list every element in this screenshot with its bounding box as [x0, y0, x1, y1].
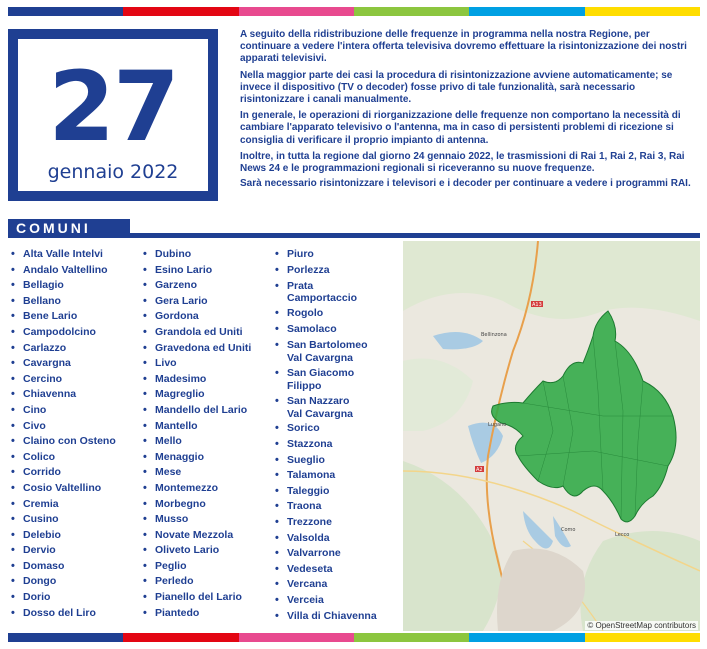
stripe-segment [354, 633, 469, 642]
stripe-segment [239, 7, 354, 16]
comune-item [272, 365, 407, 393]
comune-item: • Dorio [8, 590, 143, 606]
stripe-segment [8, 7, 123, 16]
comune-name-line: Filippo [287, 379, 322, 392]
comune-item [272, 468, 407, 484]
comuni-title: COMUNI [8, 219, 130, 237]
comune-item: • Gordona [140, 309, 275, 325]
intro-paragraph: Nella maggior parte dei casi la procedura di risintonizzazione avviene automaticamente; se invece il dispositivo (TV o decoder) fosse privo di tale funzionalità, sarà necessario risintonizzare i canali manualmente. [240, 69, 673, 106]
comune-item: • Cremia [8, 497, 143, 513]
comune-name-line: Val Cavargna [287, 351, 353, 364]
comune-item: • Pianello del Lario [140, 590, 275, 606]
comune-item [272, 562, 407, 578]
comune-name-line: Vercana [287, 578, 328, 591]
comune-item [272, 609, 407, 625]
comune-item: • Cosio Valtellino [8, 481, 143, 497]
comune-item [272, 337, 407, 365]
map-attribution: © OpenStreetMap contributors [587, 621, 696, 630]
comune-item [272, 484, 407, 500]
comune-item: • Dervio [8, 543, 143, 559]
comune-item [272, 278, 407, 306]
comune-item: • Bellagio [8, 278, 143, 294]
intro-paragraph: Sarà necessario risintonizzare i televisori e i decoder per continuare a vedere i programmi RAI. [240, 178, 691, 190]
intro-text [240, 29, 702, 194]
comune-item: • Claino con Osteno [8, 434, 143, 450]
comune-name-line: Porlezza [287, 263, 330, 276]
comune-name-line: Sorico [287, 422, 320, 435]
comune-item: • Bene Lario [8, 309, 143, 325]
comune-item [272, 515, 407, 531]
comune-item: • Colico [8, 450, 143, 466]
comune-item: • Cusino [8, 512, 143, 528]
comune-name-line: San Bartolomeo [287, 339, 368, 352]
comune-name-line: Villa di Chiavenna [287, 609, 377, 622]
comune-name-line: Prata [287, 280, 314, 293]
comune-item: • Peglio [140, 559, 275, 575]
comune-item: • Andalo Valtellino [8, 263, 143, 279]
comuni-list-column-1 [8, 247, 143, 621]
date-box [8, 29, 218, 201]
comune-item: • Garzeno [140, 278, 275, 294]
comune-item: • Cino [8, 403, 143, 419]
stripe-segment [354, 7, 469, 16]
stripe-segment [8, 633, 123, 642]
comune-item: • Gravedona ed Uniti [140, 341, 275, 357]
comune-name-line: Traona [287, 500, 322, 513]
comune-item: • Gera Lario [140, 294, 275, 310]
comune-item [272, 593, 407, 609]
comune-item: • Mantello [140, 419, 275, 435]
comune-name-line: San Nazzaro [287, 395, 350, 408]
comune-item: • Piantedo [140, 606, 275, 622]
comune-item: • Carlazzo [8, 341, 143, 357]
comune-name-line: Stazzona [287, 437, 333, 450]
comune-item: • Montemezzo [140, 481, 275, 497]
comune-name-line: Rogolo [287, 307, 324, 320]
comune-item: • Magreglio [140, 387, 275, 403]
comune-item: • Campodolcino [8, 325, 143, 341]
comune-name-line: Sueglio [287, 453, 325, 466]
comune-item: • Dubino [140, 247, 275, 263]
comune-item: • Grandola ed Uniti [140, 325, 275, 341]
comune-item [272, 437, 407, 453]
comune-name-line: Piuro [287, 248, 314, 260]
comune-item: • Cercino [8, 372, 143, 388]
comune-item [272, 306, 407, 322]
comune-item: • Chiavenna [8, 387, 143, 403]
comune-item: • Civo [8, 419, 143, 435]
stripe-segment [585, 7, 700, 16]
comune-item: • Dosso del Liro [8, 606, 143, 622]
comune-item: • Perledo [140, 574, 275, 590]
stripe-segment [123, 7, 238, 16]
comune-name-line: Taleggio [287, 484, 330, 497]
comune-item: • Menaggio [140, 450, 275, 466]
comune-item [272, 577, 407, 593]
comune-item: • Dongo [8, 574, 143, 590]
date-day: 27 [48, 51, 178, 163]
comuni-list-column-2 [140, 247, 275, 621]
comune-item: • Alta Valle Intelvi [8, 247, 143, 263]
comune-item [272, 322, 407, 338]
svg-text:Lugano: Lugano [488, 422, 507, 428]
comune-item: • Esino Lario [140, 263, 275, 279]
svg-text:A13: A13 [532, 302, 542, 308]
svg-text:Lecco: Lecco [615, 532, 630, 538]
comune-item [272, 531, 407, 547]
comune-name-line: Trezzone [287, 515, 332, 528]
map-image [403, 241, 700, 631]
comune-item: • Mandello del Lario [140, 403, 275, 419]
comune-name-line: Camportaccio [287, 292, 358, 305]
comune-item: • Delebio [8, 528, 143, 544]
comune-item: • Bellano [8, 294, 143, 310]
comune-item: • Corrido [8, 465, 143, 481]
svg-text:Como: Como [561, 527, 576, 533]
comune-name-line: Samolaco [287, 322, 337, 335]
svg-text:A2: A2 [476, 467, 483, 473]
stripe-segment [585, 633, 700, 642]
comune-item: • Morbegno [140, 497, 275, 513]
comune-item [272, 263, 407, 279]
comune-item [272, 546, 407, 562]
comune-item: • Oliveto Lario [140, 543, 275, 559]
comuni-list-column-3 [272, 247, 407, 624]
comune-item: • Livo [140, 356, 275, 372]
comune-item [272, 421, 407, 437]
comune-item [272, 499, 407, 515]
svg-text:Bellinzona: Bellinzona [481, 332, 507, 338]
comune-item: • Cavargna [8, 356, 143, 372]
comune-item [272, 453, 407, 469]
comune-item [272, 393, 407, 421]
comuni-header [8, 219, 700, 237]
comune-name-line: Valsolda [287, 531, 330, 544]
comune-item [272, 247, 407, 263]
comune-name-line: Verceia [287, 593, 324, 606]
comune-item: • Novate Mezzola [140, 528, 275, 544]
comune-item: • Mello [140, 434, 275, 450]
coverage-map [403, 241, 700, 631]
stripe-segment [469, 7, 584, 16]
stripe-segment [239, 633, 354, 642]
comune-item: • Madesimo [140, 372, 275, 388]
comune-name-line: Talamona [287, 469, 336, 482]
date-month-year: gennaio 2022 [47, 161, 179, 183]
comune-name-line: San Giacomo [287, 367, 355, 380]
stripe-segment [123, 633, 238, 642]
stripe-segment [469, 633, 584, 642]
top-color-stripe [8, 7, 700, 16]
bottom-color-stripe [8, 633, 700, 642]
comune-item: • Mese [140, 465, 275, 481]
comune-item: • Musso [140, 512, 275, 528]
comune-name-line: Val Cavargna [287, 407, 353, 420]
intro-paragraph: Inoltre, in tutta la regione dal giorno 24 gennaio 2022, le trasmissioni di Rai 1, Rai 2, Rai 3, Rai News 24 e le programmazioni regionali si riceveranno su nuove frequenze. [240, 150, 685, 175]
intro-paragraph: A seguito della ridistribuzione delle frequenze in programma nella nostra Regione, per continuare a vedere l'intera offerta televisiva dovremo effettuare la risintonizzazione dei nostri apparati televisivi. [240, 29, 687, 65]
comune-name-line: Valvarrone [287, 547, 341, 560]
intro-paragraph: In generale, le operazioni di riorganizzazione delle frequenze non comportano la necessità di cambiare l'apparato televisivo o l'antenna, ma in caso di persistenti problemi di ricezione si consiglia di verificare il proprio impianto di antenna. [240, 110, 681, 146]
comune-item: • Domaso [8, 559, 143, 575]
comune-name-line: Vedeseta [287, 562, 333, 575]
